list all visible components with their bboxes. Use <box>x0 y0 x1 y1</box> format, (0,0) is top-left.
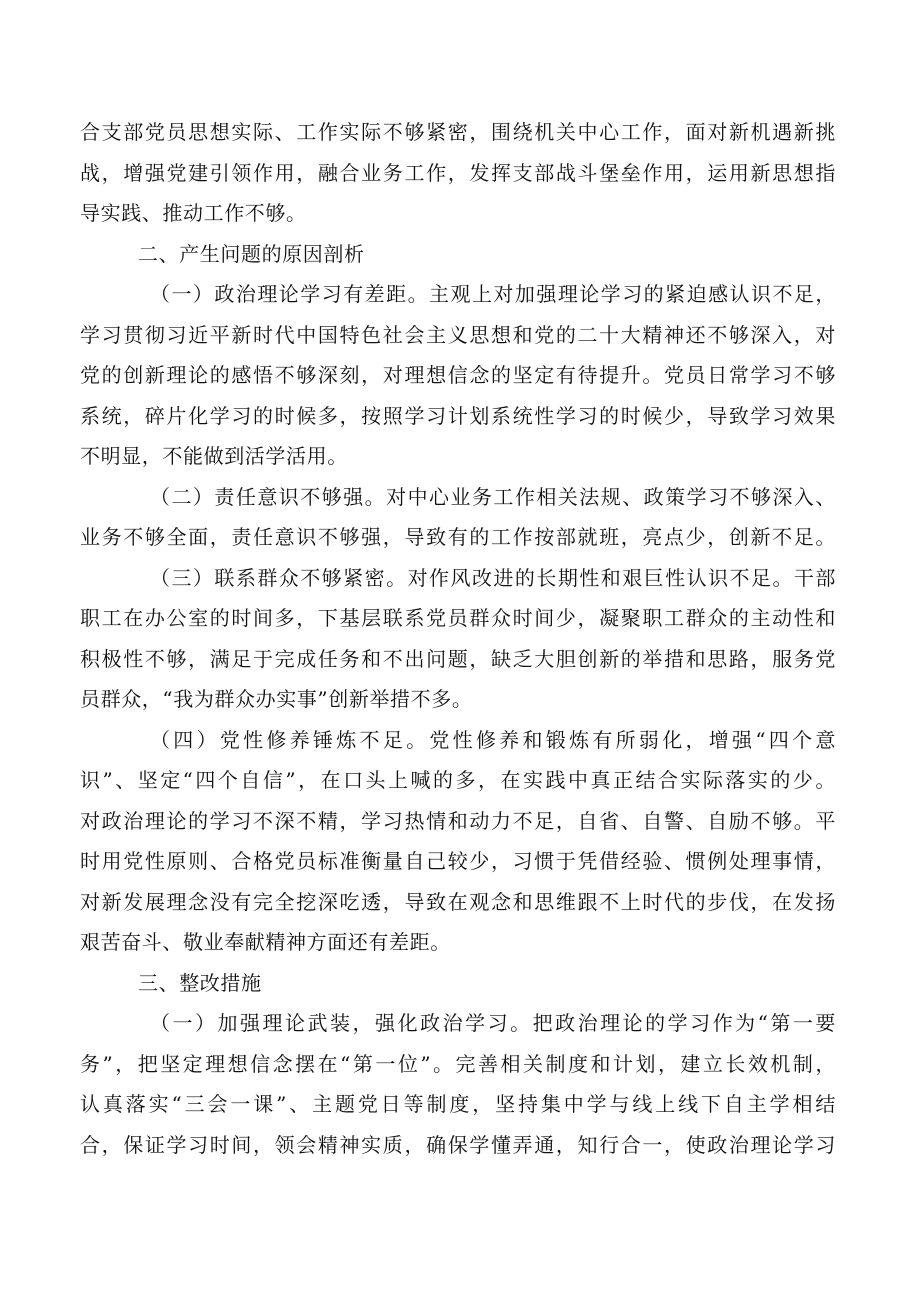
text-line: 党的创新理论的感悟不够深刻，对理想信念的坚定有待提升。党员日常学习不够 <box>80 363 836 387</box>
paragraph-continuation <box>80 112 836 234</box>
text-line: （三）联系群众不够紧密。对作风改进的长期性和艰巨性认识不足。干部 <box>150 565 836 590</box>
text-line: 合支部党员思想实际、工作实际不够紧密，围绕机关中心工作，面对新机遇新挑 <box>80 120 836 144</box>
paragraph-responsibility <box>80 477 836 558</box>
paragraph-theory-arming <box>80 1003 836 1165</box>
document-page <box>80 112 836 1165</box>
text-line: 不明显，不能做到活学活用。 <box>80 444 348 468</box>
text-line: 认真落实“三会一课”、主题党日等制度，坚持集中学与线上线下自主学相结 <box>80 1092 836 1116</box>
text-line: 战，增强党建引领作用，融合业务工作，发挥支部战斗堡垒作用，运用新思想指 <box>80 160 836 185</box>
text-line: 积极性不够，满足于完成任务和不出问题，缺乏大胆创新的举措和思路，服务党 <box>80 646 836 671</box>
text-line: 合，保证学习时间，领会精神实质，确保学懂弄通，知行合一，使政治理论学习 <box>80 1132 836 1157</box>
text-line: 对政治理论的学习不深不精，学习热情和动力不足，自省、自警、自励不够。平 <box>80 808 836 833</box>
text-line: （二）责任意识不够强。对中心业务工作相关法规、政策学习不够深入、 <box>150 484 836 509</box>
text-line: 务”，把坚定理想信念摆在“第一位”。完善相关制度和计划，建立长效机制， <box>80 1051 836 1076</box>
paragraph-theory-study <box>80 274 836 477</box>
section-heading: 二、产生问题的原因剖析 <box>138 241 365 266</box>
text-line: 员群众，“我为群众办实事”创新举措不多。 <box>80 687 473 711</box>
text-line: 职工在办公室的时间多，下基层联系党员群众时间少，凝聚职工群众的主动性和 <box>80 606 836 630</box>
text-line: （一）加强理论武装，强化政治学习。把政治理论的学习作为“第一要 <box>150 1011 836 1035</box>
paragraph-mass-contact <box>80 558 836 720</box>
text-line: 时用党性原则、合格党员标准衡量自己较少，习惯于凭借经验、惯例处理事情， <box>80 849 836 873</box>
paragraph-party-spirit <box>80 720 836 963</box>
text-line: 系统，碎片化学习的时候多，按照学习计划系统性学习的时候少，导致学习效果 <box>80 403 836 428</box>
text-line: （四）党性修养锤炼不足。党性修养和锻炼有所弱化，增强“四个意 <box>150 727 836 752</box>
text-line: （一）政治理论学习有差距。主观上对加强理论学习的紧迫感认识不足， <box>150 282 836 306</box>
text-line: 业务不够全面，责任意识不够强，导致有的工作按部就班，亮点少，创新不足。 <box>80 525 836 549</box>
text-line: 识”、坚定“四个自信”，在口头上喊的多，在实践中真正结合实际落实的少。 <box>80 768 836 792</box>
text-line: 对新发展理念没有完全挖深吃透，导致在观念和思维跟不上时代的步伐，在发扬 <box>80 889 836 914</box>
section-heading: 三、整改措施 <box>138 970 262 995</box>
text-line: 艰苦奋斗、敬业奉献精神方面还有差距。 <box>80 930 451 954</box>
text-line: 导实践、推动工作不够。 <box>80 201 307 225</box>
text-line: 学习贯彻习近平新时代中国特色社会主义思想和党的二十大精神还不够深入，对 <box>80 322 836 347</box>
